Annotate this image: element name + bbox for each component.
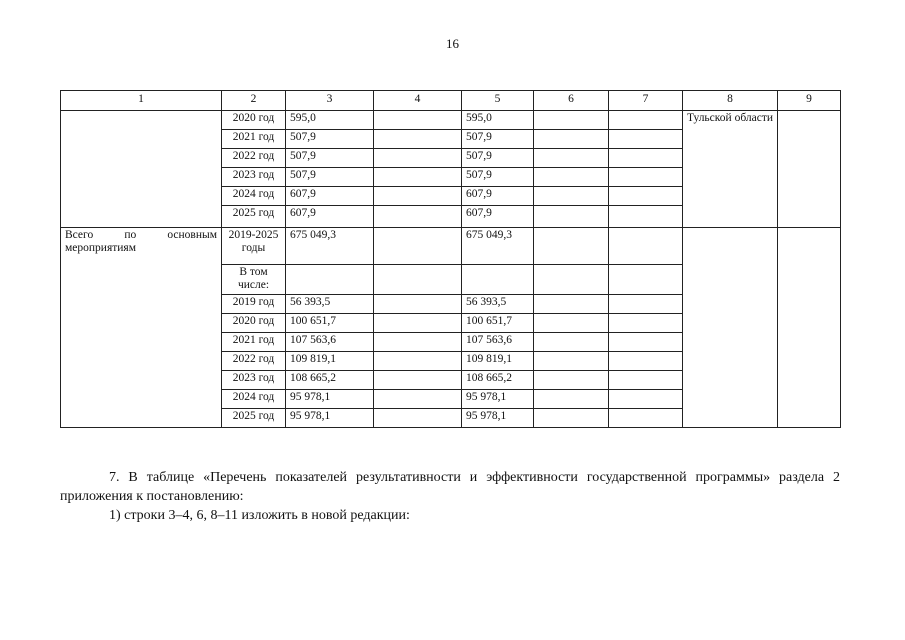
page-number: 16 xyxy=(446,36,459,51)
empty-cell xyxy=(609,149,683,168)
value-cell: 56 393,5 xyxy=(462,295,534,314)
empty-cell xyxy=(609,111,683,130)
empty-cell xyxy=(609,130,683,149)
column-number: 7 xyxy=(609,91,683,111)
value-cell: 100 651,7 xyxy=(286,314,374,333)
empty-cell xyxy=(609,206,683,228)
year-cell: 2025 год xyxy=(222,409,286,428)
column-number: 8 xyxy=(683,91,778,111)
value-cell: 675 049,3 xyxy=(462,228,534,265)
empty-cell xyxy=(609,187,683,206)
empty-cell xyxy=(374,111,462,130)
year-cell: 2023 год xyxy=(222,371,286,390)
empty-cell xyxy=(534,130,609,149)
table-row xyxy=(61,228,841,265)
empty-cell xyxy=(609,228,683,265)
year-cell: 2020 год xyxy=(222,314,286,333)
empty-cell xyxy=(534,168,609,187)
table-row xyxy=(61,111,841,130)
value-cell: 607,9 xyxy=(462,187,534,206)
empty-cell xyxy=(374,333,462,352)
column-number: 6 xyxy=(534,91,609,111)
group-label-line: мероприятиям xyxy=(65,242,136,254)
empty-cell xyxy=(374,352,462,371)
year-cell: 2024 год xyxy=(222,187,286,206)
value-cell: 108 665,2 xyxy=(286,371,374,390)
value-cell: 507,9 xyxy=(462,149,534,168)
column-number: 1 xyxy=(61,91,222,111)
empty-cell xyxy=(534,265,609,295)
empty-cell xyxy=(374,295,462,314)
value-cell: 109 819,1 xyxy=(286,352,374,371)
value-cell: 107 563,6 xyxy=(286,333,374,352)
empty-cell xyxy=(609,333,683,352)
group2-label-cell xyxy=(61,228,222,428)
value-cell: 675 049,3 xyxy=(286,228,374,265)
column-number: 9 xyxy=(778,91,841,111)
year-cell: 2019 год xyxy=(222,295,286,314)
empty-cell xyxy=(374,390,462,409)
budget-table xyxy=(60,90,841,428)
empty-cell xyxy=(286,265,374,295)
year-cell: 2020 год xyxy=(222,111,286,130)
empty-cell xyxy=(374,130,462,149)
empty-cell xyxy=(534,371,609,390)
empty-cell xyxy=(374,371,462,390)
empty-cell xyxy=(374,168,462,187)
empty-cell xyxy=(374,228,462,265)
empty-cell xyxy=(609,352,683,371)
empty-cell xyxy=(534,390,609,409)
empty-cell xyxy=(609,409,683,428)
including-cell: В том числе: xyxy=(222,265,286,295)
empty-cell xyxy=(534,228,609,265)
empty-cell xyxy=(609,314,683,333)
empty-cell xyxy=(534,111,609,130)
year-cell: 2022 год xyxy=(222,149,286,168)
year-cell: 2023 год xyxy=(222,168,286,187)
empty-cell xyxy=(609,168,683,187)
value-cell: 100 651,7 xyxy=(462,314,534,333)
year-cell: 2022 год xyxy=(222,352,286,371)
year-cell: 2025 год xyxy=(222,206,286,228)
value-cell: 95 978,1 xyxy=(286,390,374,409)
value-cell: 95 978,1 xyxy=(286,409,374,428)
paragraph-subitem-1: 1) строки 3–4, 6, 8–11 изложить в новой редакции: xyxy=(109,508,410,523)
empty-cell xyxy=(534,314,609,333)
value-cell: 56 393,5 xyxy=(286,295,374,314)
empty-cell xyxy=(534,409,609,428)
column-number-row xyxy=(61,91,841,111)
empty-cell xyxy=(609,390,683,409)
column-number: 3 xyxy=(286,91,374,111)
empty-cell xyxy=(374,409,462,428)
year-cell: 2021 год xyxy=(222,130,286,149)
empty-cell xyxy=(609,295,683,314)
value-cell: 95 978,1 xyxy=(462,409,534,428)
period-cell: 2019-2025 годы xyxy=(222,228,286,265)
value-cell: 95 978,1 xyxy=(462,390,534,409)
empty-cell xyxy=(534,187,609,206)
empty-cell xyxy=(374,265,462,295)
value-cell: 607,9 xyxy=(462,206,534,228)
empty-cell xyxy=(534,206,609,228)
empty-cell xyxy=(374,149,462,168)
value-cell: 507,9 xyxy=(462,130,534,149)
empty-cell xyxy=(534,333,609,352)
empty-cell xyxy=(534,149,609,168)
value-cell: 507,9 xyxy=(286,149,374,168)
group1-label-cell xyxy=(61,111,222,228)
value-cell: 595,0 xyxy=(462,111,534,130)
value-cell: 108 665,2 xyxy=(462,371,534,390)
year-cell: 2021 год xyxy=(222,333,286,352)
value-cell: 507,9 xyxy=(286,130,374,149)
value-cell: 607,9 xyxy=(286,206,374,228)
column-number: 5 xyxy=(462,91,534,111)
empty-cell xyxy=(609,371,683,390)
column-number: 4 xyxy=(374,91,462,111)
empty-cell xyxy=(534,295,609,314)
empty-cell xyxy=(683,228,778,428)
value-cell: 507,9 xyxy=(462,168,534,187)
empty-cell xyxy=(778,111,841,228)
empty-cell xyxy=(374,314,462,333)
value-cell: 109 819,1 xyxy=(462,352,534,371)
empty-cell xyxy=(778,228,841,428)
year-cell: 2024 год xyxy=(222,390,286,409)
value-cell: 507,9 xyxy=(286,168,374,187)
value-cell: 607,9 xyxy=(286,187,374,206)
executor-cell: Тульской области xyxy=(683,111,778,228)
empty-cell xyxy=(534,352,609,371)
empty-cell xyxy=(374,206,462,228)
empty-cell xyxy=(462,265,534,295)
value-cell: 595,0 xyxy=(286,111,374,130)
column-number: 2 xyxy=(222,91,286,111)
empty-cell xyxy=(374,187,462,206)
paragraph-item-7: 7. В таблице «Перечень показателей результативности и эффективности государственной программы» раздела 2 приложения к постановлению: xyxy=(60,470,840,504)
empty-cell xyxy=(609,265,683,295)
group-label-line: Всего по основным xyxy=(65,229,217,241)
value-cell: 107 563,6 xyxy=(462,333,534,352)
